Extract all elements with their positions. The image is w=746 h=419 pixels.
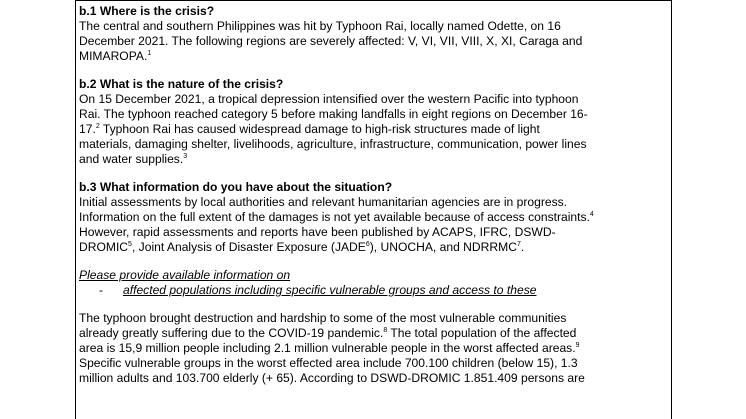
b3-line: Initial assessments by local authorities and relevant humanitarian agencies are in progress. bbox=[79, 195, 568, 209]
b3-line bbox=[79, 240, 669, 255]
spacer bbox=[79, 255, 669, 268]
document-body bbox=[79, 4, 669, 386]
para-line bbox=[79, 341, 669, 356]
para-line bbox=[79, 326, 669, 341]
b2-text: Typhoon Rai has caused widespread damage to high-risk structures made of light bbox=[99, 122, 540, 136]
b1-line: The central and southern Philippines was hit by Typhoon Rai, locally named Odette, on 16 bbox=[79, 19, 561, 33]
footnote-ref-6[interactable]: 6 bbox=[365, 241, 370, 248]
b1-text: MIMAROPA. bbox=[79, 49, 148, 63]
b3-text: ), UNOCHA, and NDRRMC bbox=[369, 240, 517, 254]
b2-text: 17. bbox=[79, 122, 96, 136]
b3-line bbox=[79, 210, 669, 225]
b2-line: On 15 December 2021, a tropical depression intensified over the western Pacific into typhoon bbox=[79, 92, 579, 106]
b2-line bbox=[79, 152, 669, 167]
bullet-dash: - bbox=[99, 283, 104, 297]
heading-b2: b.2 What is the nature of the crisis? bbox=[79, 77, 284, 91]
b2-line: materials, damaging shelter, livelihoods, agriculture, infrastructure, communication, power lines bbox=[79, 137, 587, 151]
prompt-bullet bbox=[79, 283, 669, 298]
spacer bbox=[79, 298, 669, 311]
prompt-bullet-text: affected populations including specific vulnerable groups and access to these bbox=[123, 283, 537, 297]
para-text: The total population of the affected bbox=[387, 326, 577, 340]
para-text: already greatly suffering due to the COVID-19 pandemic. bbox=[79, 326, 384, 340]
para-line: Specific vulnerable groups in the worst effected area include 700.100 children (below 15), 1.3 bbox=[79, 356, 578, 370]
footnote-ref-9[interactable]: 9 bbox=[575, 342, 580, 349]
b1-line: December 2021. The following regions are severely affected: V, VI, VII, VIII, X, XI, Caraga and bbox=[79, 34, 583, 48]
footnote-ref-4[interactable]: 4 bbox=[589, 211, 594, 218]
b3-line: However, rapid assessments and reports have been published by ACAPS, IFRC, DSWD- bbox=[79, 225, 556, 239]
spacer bbox=[79, 64, 669, 77]
heading-b3: b.3 What information do you have about the situation? bbox=[79, 180, 393, 194]
footnote-ref-5[interactable]: 5 bbox=[128, 241, 132, 248]
b2-line bbox=[79, 122, 669, 137]
b2-line: Rai. The typhoon reached category 5 before making landfalls in eight regions on December 16- bbox=[79, 107, 588, 121]
footnote-ref-8[interactable]: 8 bbox=[383, 327, 388, 334]
prompt-title: Please provide available information on bbox=[79, 268, 291, 282]
b2-text: and water supplies. bbox=[79, 152, 184, 166]
para-line: The typhoon brought destruction and hardship to some of the most vulnerable communities bbox=[79, 311, 567, 325]
spacer bbox=[79, 167, 669, 180]
heading-b1: b.1 Where is the crisis? bbox=[79, 4, 215, 18]
footnote-ref-7[interactable]: 7 bbox=[516, 241, 521, 248]
b3-text: Information on the full extent of the damages is not yet available because of access constraints. bbox=[79, 210, 590, 224]
para-text: area is 15,9 million people including 2.1 million vulnerable people in the worst affected areas. bbox=[79, 341, 576, 355]
b3-text: . bbox=[520, 240, 525, 254]
b3-text: DROMIC bbox=[79, 240, 129, 254]
footnote-ref-3[interactable]: 3 bbox=[183, 153, 188, 160]
footnote-ref-1[interactable]: 1 bbox=[147, 50, 152, 57]
para-line: million adults and 103.700 elderly (+ 65). According to DSWD-DROMIC 1.851.409 persons are bbox=[79, 371, 585, 385]
footnote-ref-2[interactable]: 2 bbox=[95, 123, 100, 130]
b1-line bbox=[79, 49, 669, 64]
b3-text: , Joint Analysis of Disaster Exposure (JADE bbox=[131, 240, 366, 254]
